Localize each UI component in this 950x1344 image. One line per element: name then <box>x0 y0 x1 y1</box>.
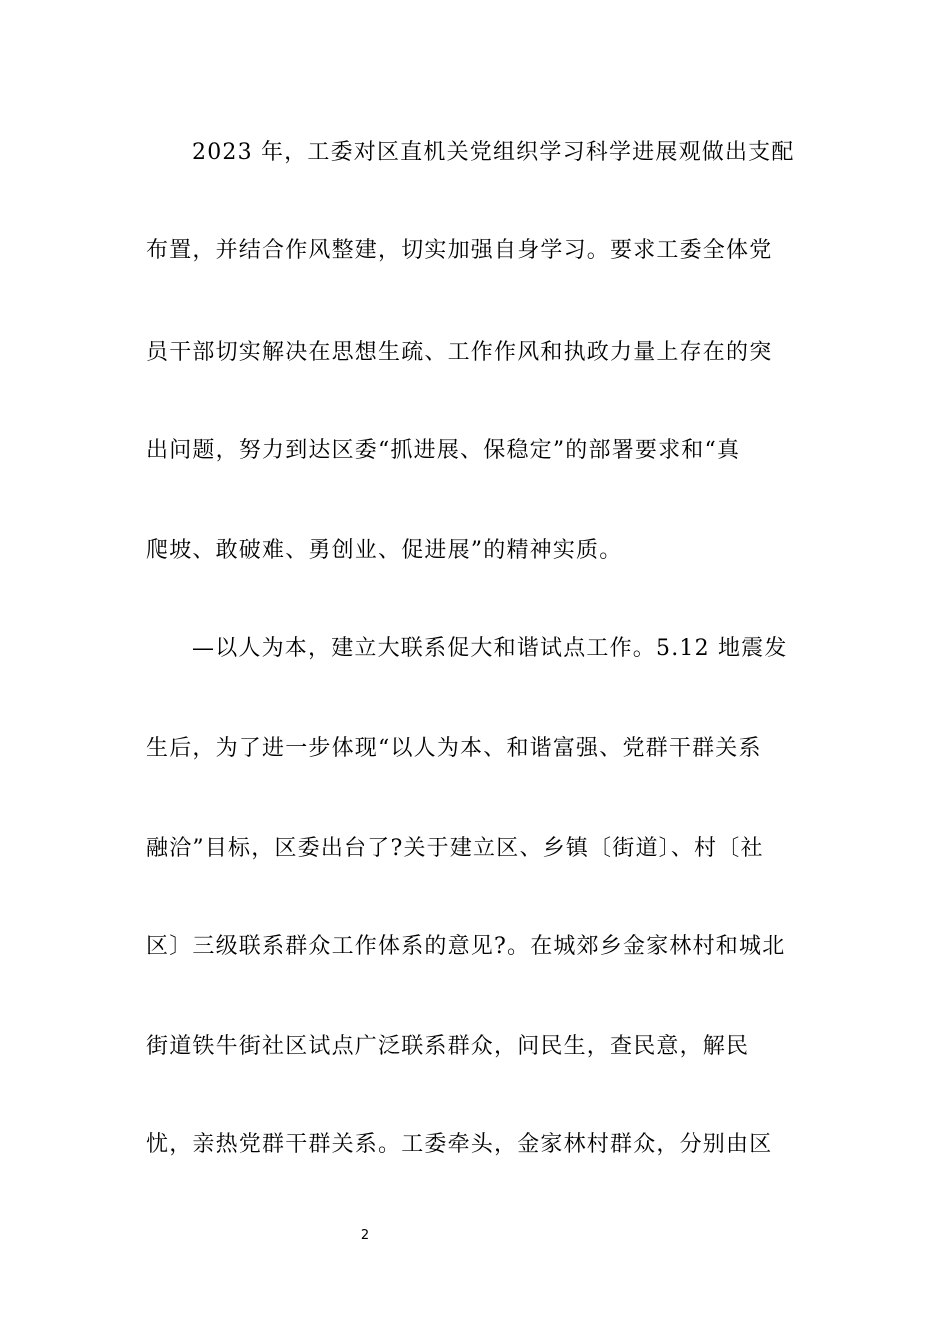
paragraph-2-line-3: 融洽”目标，区委出台了?关于建立区、乡镇〔街道〕、村〔社 <box>146 836 764 861</box>
paragraph-2-line-6: 忧，亲热党群干群关系。工委牵头，金家林村群众，分别由区 <box>146 1132 773 1157</box>
paragraph-2-line-4: 区〕三级联系群众工作体系的意见?。在城郊乡金家林村和城北 <box>146 934 786 959</box>
paragraph-1-line-3: 员干部切实解决在思想生疏、工作作风和执政力量上存在的突 <box>146 340 773 365</box>
paragraph-1-line-2: 布置，并结合作风整建，切实加强自身学习。要求工委全体党 <box>146 238 773 263</box>
page-number: 2 <box>360 1228 370 1243</box>
paragraph-1-line-5: 爬坡、敢破难、勇创业、促进展”的精神实质。 <box>146 538 623 563</box>
paragraph-1-line-1: 2023 年，工委对区直机关党组织学习科学进展观做出支配 <box>192 140 795 165</box>
paragraph-1-line-4: 出问题，努力到达区委“抓进展、保稳定”的部署要求和“真 <box>146 438 741 463</box>
paragraph-2-line-1: —以人为本，建立大联系促大和谐试点工作。5.12 地震发 <box>192 636 788 661</box>
paragraph-2-line-5: 街道铁牛街社区试点广泛联系群众，问民生，查民意，解民 <box>146 1034 750 1059</box>
paragraph-2-line-2: 生后，为了进一步体现“以人为本、和谐富强、党群干群关系 <box>146 736 762 761</box>
